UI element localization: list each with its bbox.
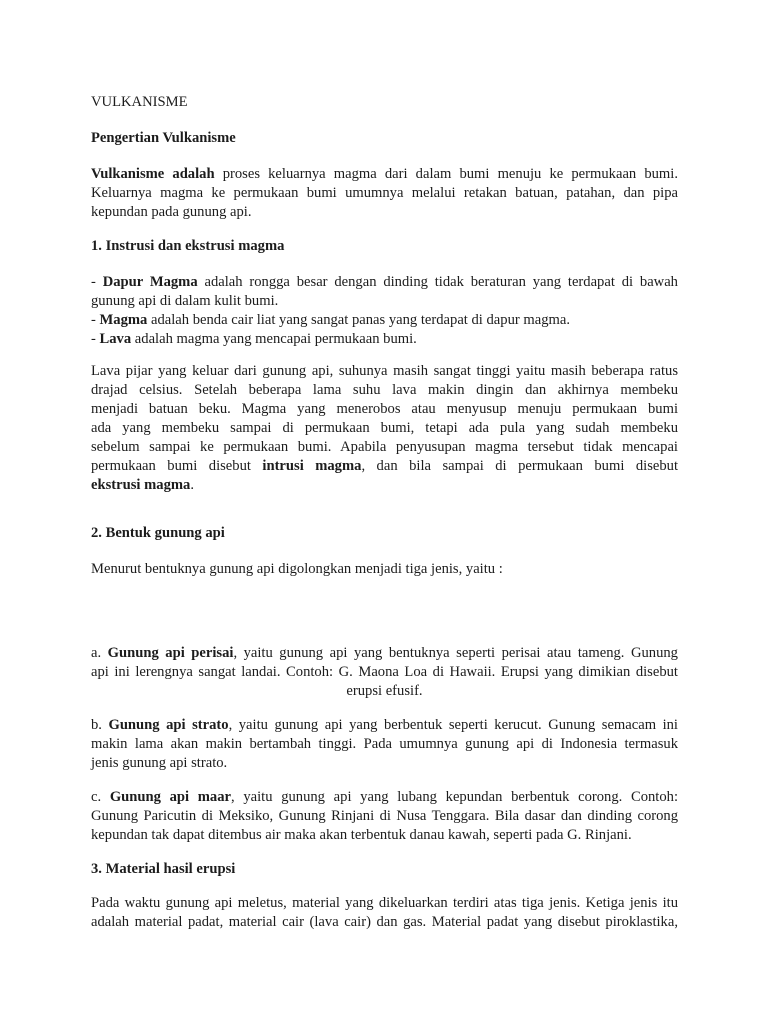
list-item-gunung-api-maar: [91, 788, 678, 845]
paragraph-material: [91, 894, 678, 932]
paragraph-line: kepundan pada gunung api.: [91, 204, 252, 220]
paragraph-line: Pada waktu gunung api meletus, material yang dikeluarkan terdiri atas tiga jenis. Ketiga jenis itu: [91, 895, 678, 911]
list-line: erupsi efusif.: [346, 683, 423, 699]
definition-dapur-magma: - Dapur Magma adalah rongga besar dengan dinding tidak beraturan yang terdapat di bawah: [91, 274, 678, 290]
section-heading-2: 2. Bentuk gunung api: [91, 525, 225, 541]
paragraph-lava: [91, 362, 678, 495]
paragraph-line: ekstrusi magma.: [91, 477, 194, 493]
paragraph-line: drajad celsius. Setelah beberapa lama suhu lava makin dingin dan akhirnya membeku: [91, 382, 678, 398]
paragraph-line: menjadi batuan beku. Magma yang menerobos atau menyusup menuju permukaan bumi: [91, 401, 678, 417]
definition-list: [91, 273, 678, 349]
list-line: b. Gunung api strato, yaitu gunung api yang berbentuk seperti kerucut. Gunung semacam ini: [91, 717, 678, 733]
document-title: VULKANISME: [91, 94, 188, 110]
definition-lava: - Lava adalah magma yang mencapai permukaan bumi.: [91, 331, 417, 347]
section-heading-1: 1. Instrusi dan ekstrusi magma: [91, 238, 285, 254]
list-line: Gunung Paricutin di Meksiko, Gunung Rinjani di Nusa Tenggara. Bila dasar dan dinding corong: [91, 808, 678, 824]
section-heading-3: 3. Material hasil erupsi: [91, 861, 236, 877]
paragraph-line: sebelum sampai ke permukaan bumi. Apabila penyusupan magma tersebut tidak mencapai: [91, 439, 678, 455]
list-line: c. Gunung api maar, yaitu gunung api yang lubang kepundan berbentuk corong. Contoh:: [91, 789, 678, 805]
list-item-gunung-api-strato: [91, 716, 678, 773]
paragraph-line: Lava pijar yang keluar dari gunung api, suhunya masih sangat tinggi yaitu masih beberapa ratus: [91, 363, 678, 379]
definition-line: gunung api di dalam kulit bumi.: [91, 293, 279, 309]
paragraph-line: permukaan bumi disebut intrusi magma, dan bila sampai di permukaan bumi disebut: [91, 458, 678, 474]
list-line: api ini lerengnya sangat landai. Contoh: G. Maona Loa di Hawaii. Erupsi yang dimikian disebut: [91, 664, 678, 680]
paragraph-line: ada yang membeku sampai di permukaan bumi, tetapi ada pula yang sudah membeku: [91, 420, 678, 436]
list-line: makin lama akan makin bertambah tinggi. Pada umumnya gunung api di Indonesia termasuk: [91, 736, 678, 752]
list-line: a. Gunung api perisai, yaitu gunung api yang bentuknya seperti perisai atau tameng. Gunung: [91, 645, 678, 661]
paragraph-line: Vulkanisme adalah proses keluarnya magma dari dalam bumi menuju ke permukaan bumi.: [91, 166, 678, 182]
list-line: jenis gunung api strato.: [91, 755, 228, 771]
list-line: kepundan tak dapat ditembus air maka akan terbentuk danau kawah, seperti pada G. Rinjani.: [91, 827, 632, 843]
definition-magma: - Magma adalah benda cair liat yang sangat panas yang terdapat di dapur magma.: [91, 312, 570, 328]
list-item-gunung-api-perisai: [91, 644, 678, 701]
section-heading-pengertian: Pengertian Vulkanisme: [91, 130, 236, 146]
paragraph-pengertian: [91, 165, 678, 222]
paragraph-line: adalah material padat, material cair (lava cair) dan gas. Material padat yang disebut piroklastika,: [91, 914, 678, 930]
paragraph-line: Keluarnya magma ke permukaan bumi umumnya melalui retakan batuan, patahan, dan pipa: [91, 185, 678, 201]
section2-intro: Menurut bentuknya gunung api digolongkan menjadi tiga jenis, yaitu :: [91, 561, 503, 577]
